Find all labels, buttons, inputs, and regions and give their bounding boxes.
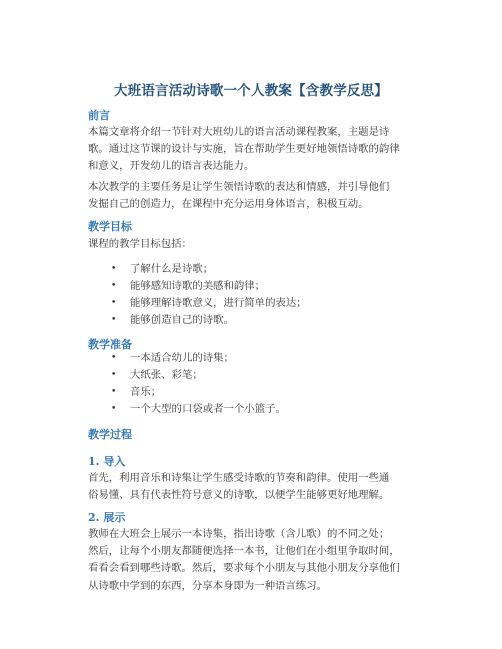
bullet-icon: • xyxy=(111,315,117,325)
prep-list xyxy=(111,350,286,418)
list-item: • 音乐； xyxy=(111,384,286,401)
goals-intro xyxy=(88,236,424,253)
text-line: 课程的教学目标包括： xyxy=(88,238,192,250)
preface-paragraph-1 xyxy=(88,124,424,176)
bullet-icon: • xyxy=(111,370,117,380)
text-line: 和意义，开发幼儿的语言表达能力。 xyxy=(88,160,255,173)
bullet-icon: • xyxy=(111,298,117,308)
text-line: 发掘自己的创造力，在课程中充分运用身体语言，积极互动。 xyxy=(88,198,369,211)
list-item: • 能够创造自己的诗歌。 xyxy=(111,312,307,329)
heading-goals: 教学目标 xyxy=(88,220,132,233)
bullet-icon: • xyxy=(111,264,117,274)
heading-step-show: 2. 展示 xyxy=(88,511,126,524)
heading-prep: 教学准备 xyxy=(88,338,132,351)
text-line: 俗易懂、具有代表性符号意义的诗歌，以便学生能够更好地理解。 xyxy=(88,489,390,502)
text-line: 看看会看到哪些诗歌。然后，要求每个小朋友与其他小朋友分享他们 xyxy=(88,562,400,575)
bullet-icon: • xyxy=(111,404,117,414)
text-line: 本次教学的主要任务是让学生领悟诗歌的表达和情感，并引导他们 xyxy=(88,181,390,193)
list-item: • 一个大型的口袋或者一个小篮子。 xyxy=(111,401,286,418)
bullet-icon: • xyxy=(111,281,117,291)
goals-list xyxy=(111,261,307,329)
heading-step-intro: 1. 导入 xyxy=(88,455,126,468)
text-line: 教师在大班会上展示一本诗集，指出诗歌（含儿歌）的不同之处； xyxy=(88,528,390,540)
step-intro-paragraph xyxy=(88,470,424,504)
list-item: • 能够理解诗歌意义，进行简单的表达； xyxy=(111,295,307,312)
document-title: 大班语言活动诗歌一个人教案【含教学反思】 xyxy=(114,83,388,99)
list-item: • 能够感知诗歌的美感和韵律； xyxy=(111,278,307,295)
list-item: • 大纸张、彩笔； xyxy=(111,367,286,384)
text-line: 首先，利用音乐和诗集让学生感受诗歌的节奏和韵律。使用一些通 xyxy=(88,472,390,484)
heading-process: 教学过程 xyxy=(88,428,132,441)
list-item: • 一本适合幼儿的诗集； xyxy=(111,350,286,367)
text-line: 本篇文章将介绍一节针对大班幼儿的语言活动课程教案，主题是诗 xyxy=(88,126,390,138)
text-line: 从诗歌中学到的东西，分享本身即为一种语言练习。 xyxy=(88,579,327,592)
heading-preface: 前言 xyxy=(88,109,110,122)
text-line: 歌。通过这节课的设计与实施，旨在帮助学生更好地领悟诗歌的韵律 xyxy=(88,143,400,156)
bullet-icon: • xyxy=(111,353,117,363)
step-show-paragraph xyxy=(88,526,424,595)
text-line: 然后，让每个小朋友都随便选择一本书，让他们在小组里争取时间， xyxy=(88,545,400,558)
list-item: • 了解什么是诗歌； xyxy=(111,261,307,278)
bullet-icon: • xyxy=(111,387,117,397)
preface-paragraph-2 xyxy=(88,179,424,213)
